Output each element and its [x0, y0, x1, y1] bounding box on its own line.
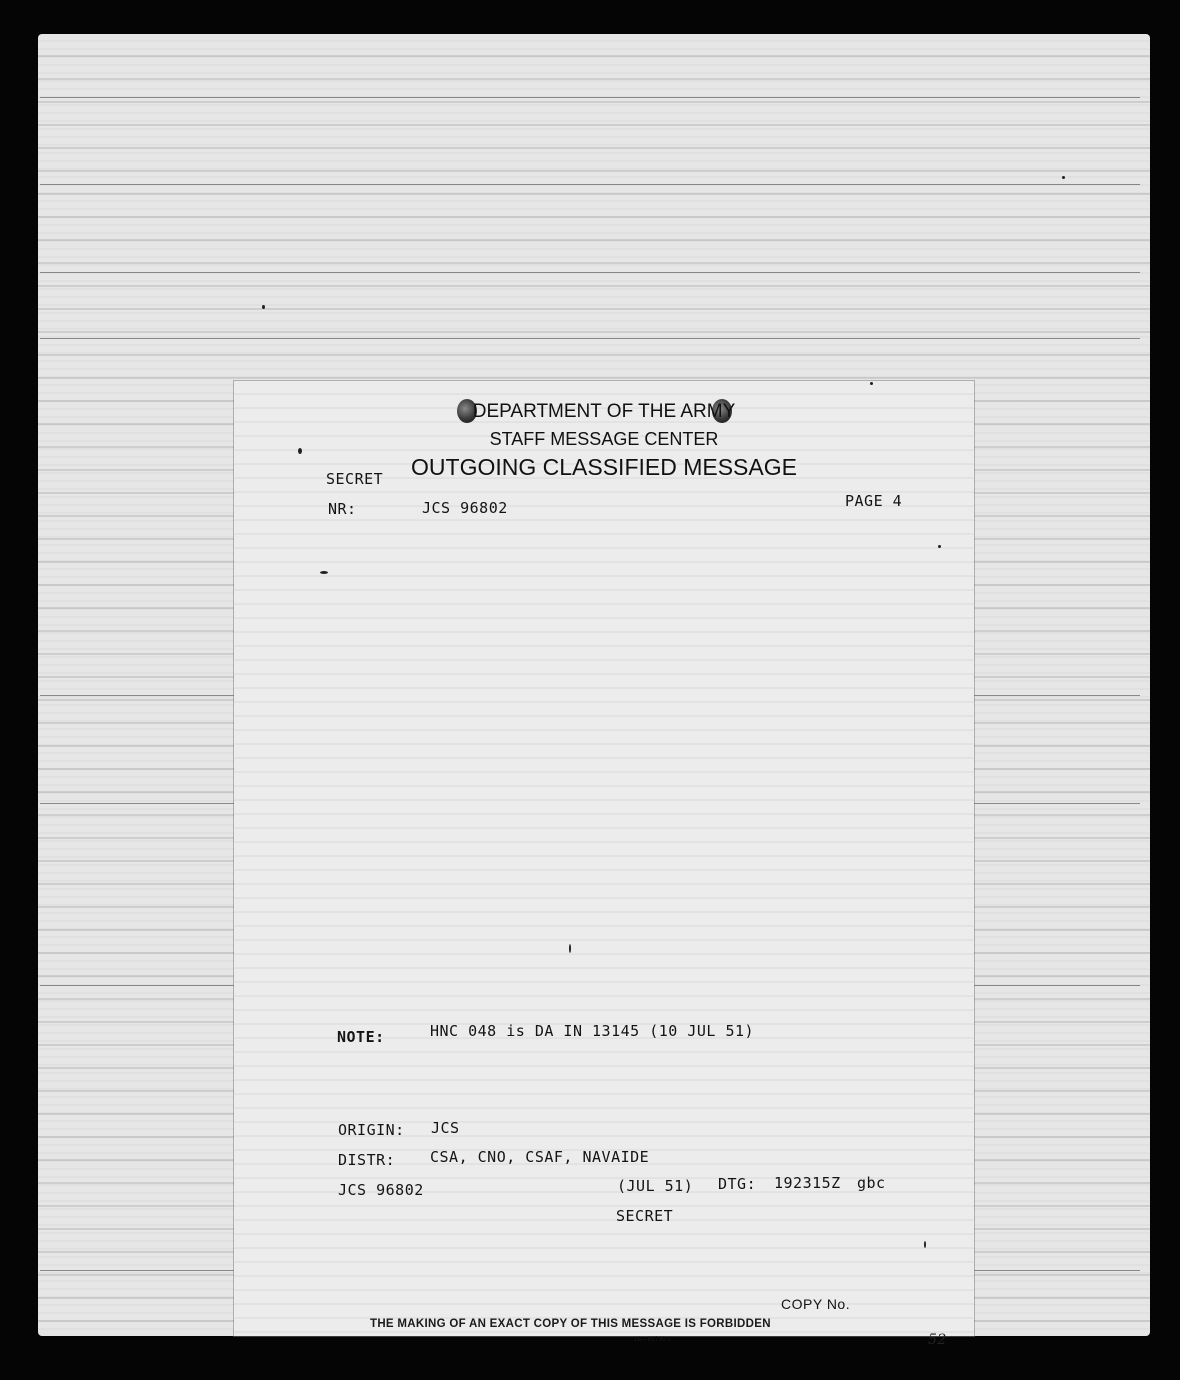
speck: [320, 571, 328, 574]
footer-reference: JCS 96802: [338, 1181, 424, 1199]
department-heading: DEPARTMENT OF THE ARMY: [472, 401, 736, 422]
nr-value: JCS 96802: [422, 499, 508, 517]
speck: [262, 305, 265, 309]
note-label: NOTE:: [337, 1028, 385, 1046]
copy-warning: THE MAKING OF AN EXACT COPY OF THIS MESSAGE IS FORBIDDEN: [370, 1318, 771, 1330]
speck: [1062, 176, 1065, 179]
copy-number-label: COPY No.: [781, 1296, 851, 1312]
dtg-label: DTG:: [718, 1175, 757, 1193]
rule-line: [40, 338, 1140, 339]
distr-value: CSA, CNO, CSAF, NAVAIDE: [430, 1148, 650, 1166]
message-title: OUTGOING CLASSIFIED MESSAGE: [411, 454, 797, 480]
origin-label: ORIGIN:: [338, 1121, 405, 1139]
message-center-heading: STAFF MESSAGE CENTER: [489, 429, 719, 449]
page-number: PAGE 4: [845, 492, 903, 510]
speck: [938, 545, 941, 548]
speck: [569, 944, 571, 953]
note-value: HNC 048 is DA IN 13145 (10 JUL 51): [430, 1022, 755, 1040]
nr-label: NR:: [328, 500, 357, 518]
origin-value: JCS: [431, 1119, 460, 1137]
speck: [298, 448, 302, 454]
form-number: 16—63730-1: [634, 1337, 672, 1343]
classification-bottom: SECRET: [616, 1207, 674, 1225]
speck: [924, 1241, 926, 1248]
rule-line: [40, 272, 1140, 273]
speck: [870, 382, 873, 385]
rule-line: [40, 184, 1140, 185]
operator-initials: gbc: [857, 1174, 886, 1192]
distr-label: DISTR:: [338, 1151, 396, 1169]
message-date: (JUL 51): [617, 1177, 694, 1195]
classification-top: SECRET: [326, 470, 384, 488]
dtg-value: 192315Z: [774, 1174, 841, 1192]
handwritten-mark: 52: [928, 1332, 947, 1348]
rule-line: [40, 97, 1140, 98]
